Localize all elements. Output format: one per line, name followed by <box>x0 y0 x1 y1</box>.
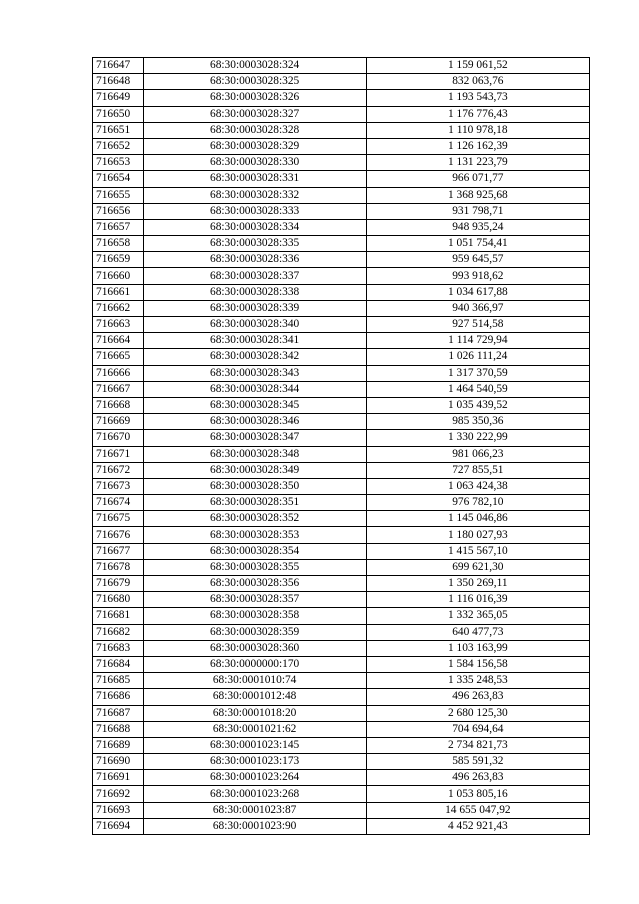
cadastral-value-cell: 927 514,58 <box>366 317 589 333</box>
cadastral-value-cell: 1 051 754,41 <box>366 236 589 252</box>
table-row <box>93 495 590 511</box>
row-number-cell: 716668 <box>93 397 144 413</box>
cadastral-number-cell: 68:30:0003028:345 <box>143 397 366 413</box>
table-row <box>93 430 590 446</box>
cadastral-value-cell: 985 350,36 <box>366 414 589 430</box>
row-number-cell: 716658 <box>93 236 144 252</box>
cadastral-number-cell: 68:30:0003028:326 <box>143 90 366 106</box>
table-row <box>93 138 590 154</box>
cadastral-value-cell: 981 066,23 <box>366 446 589 462</box>
row-number-cell: 716691 <box>93 770 144 786</box>
table-row <box>93 511 590 527</box>
cadastral-value-cell: 704 694,64 <box>366 721 589 737</box>
row-number-cell: 716672 <box>93 462 144 478</box>
row-number-cell: 716647 <box>93 58 144 74</box>
row-number-cell: 716686 <box>93 689 144 705</box>
table-row <box>93 737 590 753</box>
row-number-cell: 716664 <box>93 333 144 349</box>
cadastral-number-cell: 68:30:0003028:337 <box>143 268 366 284</box>
table-row <box>93 203 590 219</box>
cadastral-value-cell: 585 591,32 <box>366 754 589 770</box>
table-row <box>93 381 590 397</box>
cadastral-number-cell: 68:30:0003028:340 <box>143 317 366 333</box>
cadastral-number-cell: 68:30:0003028:359 <box>143 624 366 640</box>
cadastral-value-cell: 1 464 540,59 <box>366 381 589 397</box>
cadastral-value-cell: 1 317 370,59 <box>366 365 589 381</box>
cadastral-value-cell: 1 368 925,68 <box>366 187 589 203</box>
cadastral-number-cell: 68:30:0001012:48 <box>143 689 366 705</box>
table-row <box>93 527 590 543</box>
cadastral-value-cell: 2 680 125,30 <box>366 705 589 721</box>
table-row <box>93 705 590 721</box>
row-number-cell: 716681 <box>93 608 144 624</box>
cadastral-number-cell: 68:30:0003028:347 <box>143 430 366 446</box>
cadastral-number-cell: 68:30:0003028:355 <box>143 559 366 575</box>
cadastral-number-cell: 68:30:0003028:346 <box>143 414 366 430</box>
row-number-cell: 716677 <box>93 543 144 559</box>
cadastral-value-cell: 1 131 223,79 <box>366 155 589 171</box>
row-number-cell: 716683 <box>93 640 144 656</box>
cadastral-number-cell: 68:30:0003028:351 <box>143 495 366 511</box>
row-number-cell: 716674 <box>93 495 144 511</box>
cadastral-number-cell: 68:30:0003028:339 <box>143 300 366 316</box>
cadastral-number-cell: 68:30:0003028:358 <box>143 608 366 624</box>
cadastral-number-cell: 68:30:0003028:342 <box>143 349 366 365</box>
cadastral-number-cell: 68:30:0003028:360 <box>143 640 366 656</box>
table-row <box>93 721 590 737</box>
row-number-cell: 716675 <box>93 511 144 527</box>
cadastral-value-cell: 1 110 978,18 <box>366 122 589 138</box>
cadastral-value-cell: 1 193 543,73 <box>366 90 589 106</box>
row-number-cell: 716657 <box>93 219 144 235</box>
row-number-cell: 716690 <box>93 754 144 770</box>
table-row <box>93 576 590 592</box>
cadastral-value-cell: 940 366,97 <box>366 300 589 316</box>
cadastral-value-cell: 1 114 729,94 <box>366 333 589 349</box>
table-row <box>93 106 590 122</box>
cadastral-value-cell: 1 335 248,53 <box>366 673 589 689</box>
cadastral-value-cell: 4 452 921,43 <box>366 818 589 834</box>
cadastral-value-cell: 1 034 617,88 <box>366 284 589 300</box>
cadastral-number-cell: 68:30:0003028:336 <box>143 252 366 268</box>
table-row <box>93 252 590 268</box>
cadastral-value-cell: 1 350 269,11 <box>366 576 589 592</box>
table-body <box>93 58 590 835</box>
row-number-cell: 716653 <box>93 155 144 171</box>
cadastral-value-cell: 496 263,83 <box>366 689 589 705</box>
table-row <box>93 608 590 624</box>
cadastral-number-cell: 68:30:0003028:348 <box>143 446 366 462</box>
cadastral-number-cell: 68:30:0003028:353 <box>143 527 366 543</box>
table-row <box>93 333 590 349</box>
cadastral-value-cell: 1 159 061,52 <box>366 58 589 74</box>
row-number-cell: 716689 <box>93 737 144 753</box>
row-number-cell: 716671 <box>93 446 144 462</box>
document-page <box>92 57 590 835</box>
cadastral-number-cell: 68:30:0003028:324 <box>143 58 366 74</box>
table-row <box>93 592 590 608</box>
row-number-cell: 716656 <box>93 203 144 219</box>
cadastral-value-cell: 832 063,76 <box>366 74 589 90</box>
cadastral-value-cell: 966 071,77 <box>366 171 589 187</box>
cadastral-number-cell: 68:30:0001021:62 <box>143 721 366 737</box>
cadastral-number-cell: 68:30:0001023:145 <box>143 737 366 753</box>
table-row <box>93 624 590 640</box>
table-row <box>93 559 590 575</box>
cadastral-number-cell: 68:30:0003028:327 <box>143 106 366 122</box>
row-number-cell: 716652 <box>93 138 144 154</box>
row-number-cell: 716666 <box>93 365 144 381</box>
row-number-cell: 716651 <box>93 122 144 138</box>
table-row <box>93 90 590 106</box>
cadastral-number-cell: 68:30:0003028:331 <box>143 171 366 187</box>
cadastral-number-cell: 68:30:0003028:344 <box>143 381 366 397</box>
table-row <box>93 58 590 74</box>
table-row <box>93 236 590 252</box>
row-number-cell: 716680 <box>93 592 144 608</box>
table-row <box>93 187 590 203</box>
cadastral-value-cell: 699 621,30 <box>366 559 589 575</box>
table-row <box>93 155 590 171</box>
cadastral-value-cell: 496 263,83 <box>366 770 589 786</box>
row-number-cell: 716693 <box>93 802 144 818</box>
row-number-cell: 716649 <box>93 90 144 106</box>
cadastral-value-table <box>92 57 590 835</box>
cadastral-value-cell: 1 053 805,16 <box>366 786 589 802</box>
cadastral-number-cell: 68:30:0003028:325 <box>143 74 366 90</box>
cadastral-value-cell: 1 584 156,58 <box>366 656 589 672</box>
table-row <box>93 300 590 316</box>
row-number-cell: 716663 <box>93 317 144 333</box>
cadastral-number-cell: 68:30:0001023:87 <box>143 802 366 818</box>
row-number-cell: 716670 <box>93 430 144 446</box>
table-row <box>93 268 590 284</box>
cadastral-value-cell: 1 026 111,24 <box>366 349 589 365</box>
table-row <box>93 673 590 689</box>
table-row <box>93 284 590 300</box>
row-number-cell: 716682 <box>93 624 144 640</box>
cadastral-value-cell: 1 103 163,99 <box>366 640 589 656</box>
table-row <box>93 754 590 770</box>
row-number-cell: 716662 <box>93 300 144 316</box>
table-row <box>93 656 590 672</box>
row-number-cell: 716694 <box>93 818 144 834</box>
table-row <box>93 219 590 235</box>
cadastral-number-cell: 68:30:0003028:343 <box>143 365 366 381</box>
row-number-cell: 716678 <box>93 559 144 575</box>
row-number-cell: 716685 <box>93 673 144 689</box>
table-row <box>93 122 590 138</box>
cadastral-number-cell: 68:30:0001023:264 <box>143 770 366 786</box>
table-row <box>93 446 590 462</box>
cadastral-number-cell: 68:30:0003028:330 <box>143 155 366 171</box>
table-row <box>93 689 590 705</box>
row-number-cell: 716669 <box>93 414 144 430</box>
table-row <box>93 365 590 381</box>
row-number-cell: 716692 <box>93 786 144 802</box>
cadastral-number-cell: 68:30:0001023:90 <box>143 818 366 834</box>
table-row <box>93 171 590 187</box>
row-number-cell: 716650 <box>93 106 144 122</box>
table-row <box>93 397 590 413</box>
row-number-cell: 716655 <box>93 187 144 203</box>
cadastral-number-cell: 68:30:0003028:341 <box>143 333 366 349</box>
table-row <box>93 770 590 786</box>
cadastral-number-cell: 68:30:0003028:335 <box>143 236 366 252</box>
cadastral-value-cell: 1 035 439,52 <box>366 397 589 413</box>
table-row <box>93 462 590 478</box>
row-number-cell: 716688 <box>93 721 144 737</box>
row-number-cell: 716654 <box>93 171 144 187</box>
cadastral-value-cell: 959 645,57 <box>366 252 589 268</box>
cadastral-number-cell: 68:30:0003028:332 <box>143 187 366 203</box>
cadastral-number-cell: 68:30:0003028:354 <box>143 543 366 559</box>
cadastral-value-cell: 640 477,73 <box>366 624 589 640</box>
cadastral-number-cell: 68:30:0003028:329 <box>143 138 366 154</box>
row-number-cell: 716665 <box>93 349 144 365</box>
row-number-cell: 716660 <box>93 268 144 284</box>
row-number-cell: 716684 <box>93 656 144 672</box>
table-row <box>93 349 590 365</box>
cadastral-value-cell: 931 798,71 <box>366 203 589 219</box>
cadastral-number-cell: 68:30:0003028:333 <box>143 203 366 219</box>
row-number-cell: 716676 <box>93 527 144 543</box>
cadastral-number-cell: 68:30:0003028:350 <box>143 478 366 494</box>
row-number-cell: 716687 <box>93 705 144 721</box>
table-row <box>93 818 590 834</box>
cadastral-value-cell: 2 734 821,73 <box>366 737 589 753</box>
cadastral-number-cell: 68:30:0003028:356 <box>143 576 366 592</box>
cadastral-value-cell: 1 126 162,39 <box>366 138 589 154</box>
cadastral-value-cell: 14 655 047,92 <box>366 802 589 818</box>
cadastral-value-cell: 993 918,62 <box>366 268 589 284</box>
cadastral-value-cell: 727 855,51 <box>366 462 589 478</box>
cadastral-number-cell: 68:30:0003028:328 <box>143 122 366 138</box>
cadastral-value-cell: 1 415 567,10 <box>366 543 589 559</box>
table-row <box>93 414 590 430</box>
table-row <box>93 786 590 802</box>
table-row <box>93 802 590 818</box>
row-number-cell: 716679 <box>93 576 144 592</box>
row-number-cell: 716659 <box>93 252 144 268</box>
row-number-cell: 716667 <box>93 381 144 397</box>
cadastral-value-cell: 1 180 027,93 <box>366 527 589 543</box>
row-number-cell: 716661 <box>93 284 144 300</box>
cadastral-value-cell: 948 935,24 <box>366 219 589 235</box>
cadastral-value-cell: 1 330 222,99 <box>366 430 589 446</box>
row-number-cell: 716648 <box>93 74 144 90</box>
cadastral-number-cell: 68:30:0001018:20 <box>143 705 366 721</box>
cadastral-number-cell: 68:30:0003028:357 <box>143 592 366 608</box>
table-row <box>93 543 590 559</box>
cadastral-value-cell: 1 332 365,05 <box>366 608 589 624</box>
cadastral-number-cell: 68:30:0003028:338 <box>143 284 366 300</box>
cadastral-number-cell: 68:30:0003028:352 <box>143 511 366 527</box>
table-row <box>93 640 590 656</box>
table-row <box>93 317 590 333</box>
cadastral-value-cell: 1 145 046,86 <box>366 511 589 527</box>
cadastral-number-cell: 68:30:0000000:170 <box>143 656 366 672</box>
cadastral-number-cell: 68:30:0001023:173 <box>143 754 366 770</box>
cadastral-value-cell: 976 782,10 <box>366 495 589 511</box>
cadastral-number-cell: 68:30:0003028:334 <box>143 219 366 235</box>
row-number-cell: 716673 <box>93 478 144 494</box>
cadastral-number-cell: 68:30:0003028:349 <box>143 462 366 478</box>
table-row <box>93 74 590 90</box>
cadastral-number-cell: 68:30:0001023:268 <box>143 786 366 802</box>
cadastral-value-cell: 1 116 016,39 <box>366 592 589 608</box>
cadastral-value-cell: 1 063 424,38 <box>366 478 589 494</box>
cadastral-number-cell: 68:30:0001010:74 <box>143 673 366 689</box>
table-row <box>93 478 590 494</box>
cadastral-value-cell: 1 176 776,43 <box>366 106 589 122</box>
